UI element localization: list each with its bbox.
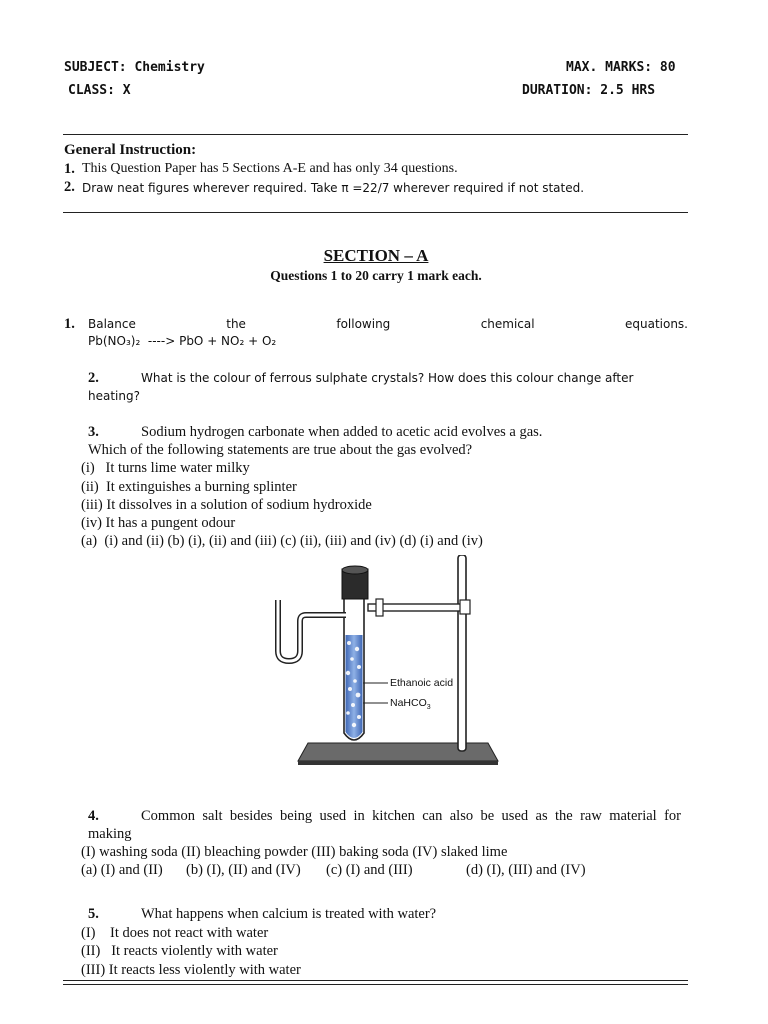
section-title: SECTION – A [323,246,429,265]
question-4-answer-a: (a) (I) and (II) [81,862,163,878]
instruction-1-text: This Question Paper has 5 Sections A-E and has only 34 questions. [82,161,458,176]
cork-stopper [342,566,368,599]
stand-rod [458,555,466,751]
q1-word: Balance [88,317,136,331]
question-3-line-1: Sodium hydrogen carbonate when added to acetic acid evolves a gas. [141,424,543,440]
question-1-number: 1. [64,316,75,332]
question-4-line-1: Common salt besides being used in kitchen can also be used as the raw material for [141,808,681,824]
clamp-arm [368,599,470,616]
q1-word: the [226,317,246,331]
question-1-equation: Pb(NO₃)₂ ----> PbO + NO₂ + O₂ [88,334,277,348]
question-4-answer-d: (d) (I), (III) and (IV) [466,862,586,878]
bottom-rule [63,980,688,981]
question-3-number: 3. [88,424,99,440]
duration-label: DURATION: 2.5 HRS [522,83,656,98]
q1-word: equations. [624,317,688,331]
question-5-line-1: What happens when calcium is treated with water? [141,906,437,922]
instructions-heading: General Instruction: [64,142,197,158]
ethanoic-acid-label: Ethanoic acid [390,677,454,689]
question-3-option: (iii) It dissolves in a solution of sodium hydroxide [81,497,372,513]
question-3-answers: (a) (i) and (ii) (b) (i), (ii) and (iii) (c) (ii), (iii) and (iv) (d) (i) and (iv) [81,533,483,549]
nahco3-label: NaHCO$_3$ [390,697,431,711]
instruction-1-number: 1. [64,161,75,177]
question-2-line-1: What is the colour of ferrous sulphate crystals? How does this colour change after [141,371,634,385]
question-2-line-2: heating? [88,389,140,403]
instruction-2-number: 2. [64,179,75,195]
instructions-rule [63,212,688,213]
question-2-number: 2. [88,370,99,386]
question-1-text [88,317,688,331]
question-5-number: 5. [88,906,99,922]
test-tube [344,595,364,740]
question-4-number: 4. [88,808,99,824]
delivery-tube [278,600,346,661]
question-3-option: (iv) It has a pungent odour [81,515,236,531]
apparatus-figure [260,555,510,770]
q1-word: chemical [480,317,535,331]
question-4-answer-b: (b) (I), (II) and (IV) [186,862,301,878]
bottom-rule-2 [63,984,688,985]
stand-base [298,743,498,765]
question-5-option: (II) It reacts violently with water [81,943,278,959]
question-4-answer-c: (c) (I) and (III) [326,862,413,878]
question-5-option: (I) It does not react with water [81,925,269,941]
max-marks-label: MAX. MARKS: 80 [566,60,676,75]
class-label: CLASS: X [68,83,131,98]
q1-word: following [336,317,391,331]
question-3-option: (i) It turns lime water milky [81,460,250,476]
section-subtitle: Questions 1 to 20 carry 1 mark each. [270,268,482,283]
instruction-2-text: Draw neat figures wherever required. Take π =22/7 wherever required if not stated. [82,181,585,195]
question-4-line-3: (I) washing soda (II) bleaching powder (III) baking soda (IV) slaked lime [81,844,508,860]
subject-label: SUBJECT: Chemistry [64,60,205,75]
question-3-option: (ii) It extinguishes a burning splinter [81,479,297,495]
question-5-option: (III) It reacts less violently with water [81,962,301,978]
top-rule [63,134,688,135]
question-3-line-2: Which of the following statements are true about the gas evolved? [88,442,473,458]
question-4-line-2: making [88,826,132,842]
